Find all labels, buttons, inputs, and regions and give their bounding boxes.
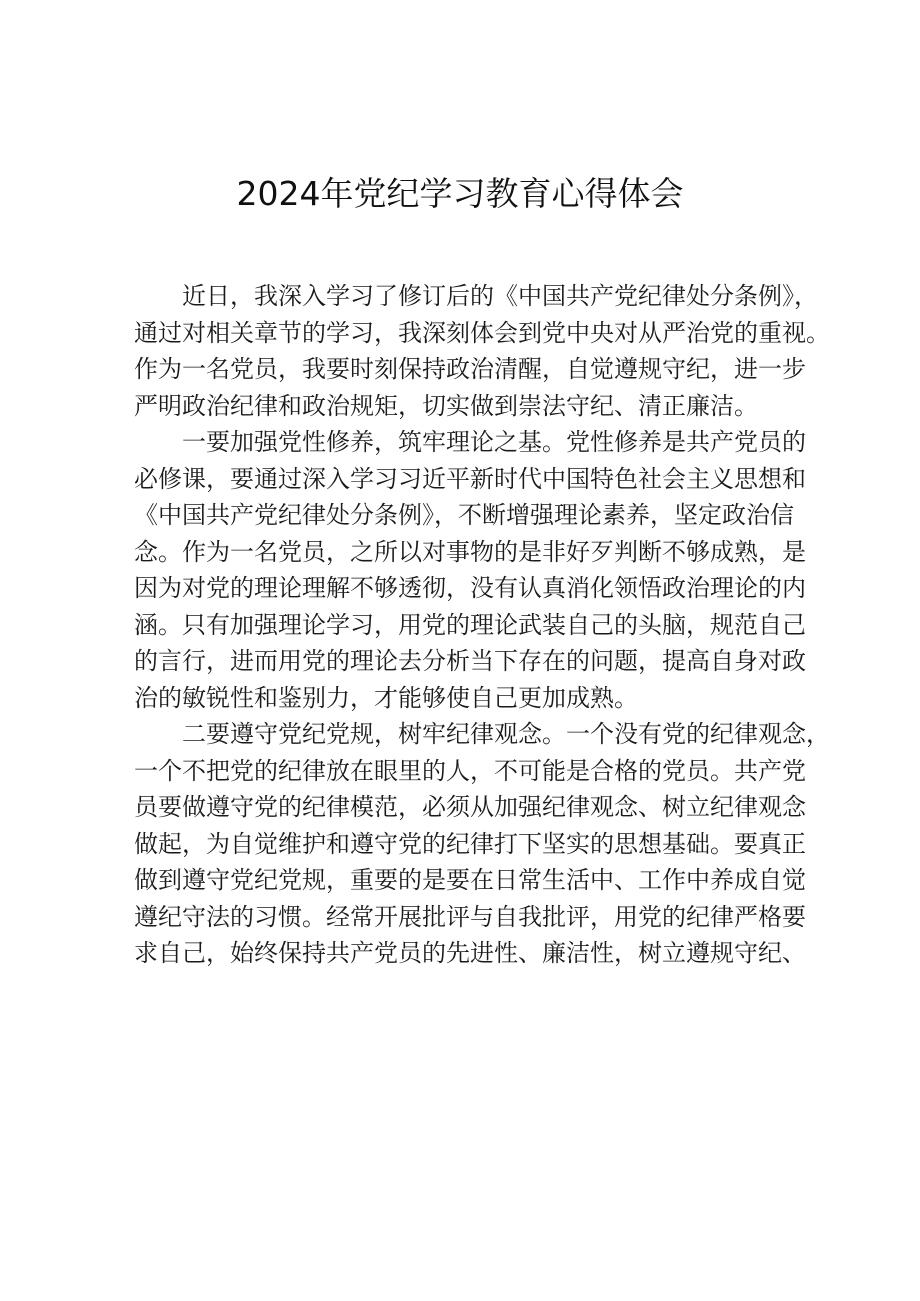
paragraph-3-line: 遵纪守法的习惯。经常开展批评与自我批评，用党的纪律严格要 bbox=[134, 902, 806, 931]
paragraph-1-line: 作为一名党员，我要时刻保持政治清醒，自觉遵规守纪，进一步 bbox=[134, 355, 806, 383]
paragraph-1-line: 通过对相关章节的学习，我深刻体会到党中央对从严治党的重视。 bbox=[134, 318, 830, 347]
paragraph-2-line: 念。作为一名党员，之所以对事物的是非好歹判断不够成熟，是 bbox=[134, 537, 806, 566]
document-body bbox=[134, 278, 830, 972]
paragraph-3-line: 二要遵守党纪党规，树牢纪律观念。一个没有党的纪律观念， bbox=[182, 720, 830, 748]
paragraph-3-line: 求自己，始终保持共产党员的先进性、廉洁性，树立遵规守纪、 bbox=[134, 939, 806, 967]
paragraph-3-line: 做到遵守党纪党规，重要的是要在日常生活中、工作中养成自觉 bbox=[134, 866, 806, 894]
paragraph-1-line: 近日，我深入学习了修订后的《中国共产党纪律处分条例》， bbox=[182, 282, 818, 310]
paragraph-2-line: 一要加强党性修养，筑牢理论之基。党性修养是共产党员的 bbox=[182, 428, 806, 456]
paragraph-2-line: 治的敏锐性和鉴别力，才能够使自己更加成熟。 bbox=[134, 683, 638, 712]
paragraph-1-line: 严明政治纪律和政治规矩，切实做到崇法守纪、清正廉洁。 bbox=[134, 391, 758, 420]
paragraph-2-line: 《中国共产党纪律处分条例》，不断增强理论素养，坚定政治信 bbox=[134, 501, 794, 529]
paragraph-2-line: 因为对党的理论理解不够透彻，没有认真消化领悟政治理论的内 bbox=[134, 574, 806, 602]
paragraph-2-line: 涵。只有加强理论学习，用党的理论武装自己的头脑，规范自己 bbox=[134, 610, 806, 639]
paragraph-2-line: 必修课，要通过深入学习习近平新时代中国特色社会主义思想和 bbox=[134, 464, 806, 493]
paragraph-2-line: 的言行，进而用党的理论去分析当下存在的问题，提高自身对政 bbox=[134, 647, 806, 675]
paragraph-3-line: 一个不把党的纪律放在眼里的人，不可能是合格的党员。共产党 bbox=[134, 756, 806, 785]
paragraph-3-line: 做起，为自觉维护和遵守党的纪律打下坚实的思想基础。要真正 bbox=[134, 829, 806, 858]
paragraph-3-line: 员要做遵守党的纪律模范，必须从加强纪律观念、树立纪律观念 bbox=[134, 793, 806, 821]
document-title: 2024年党纪学习教育心得体会 bbox=[236, 174, 684, 213]
